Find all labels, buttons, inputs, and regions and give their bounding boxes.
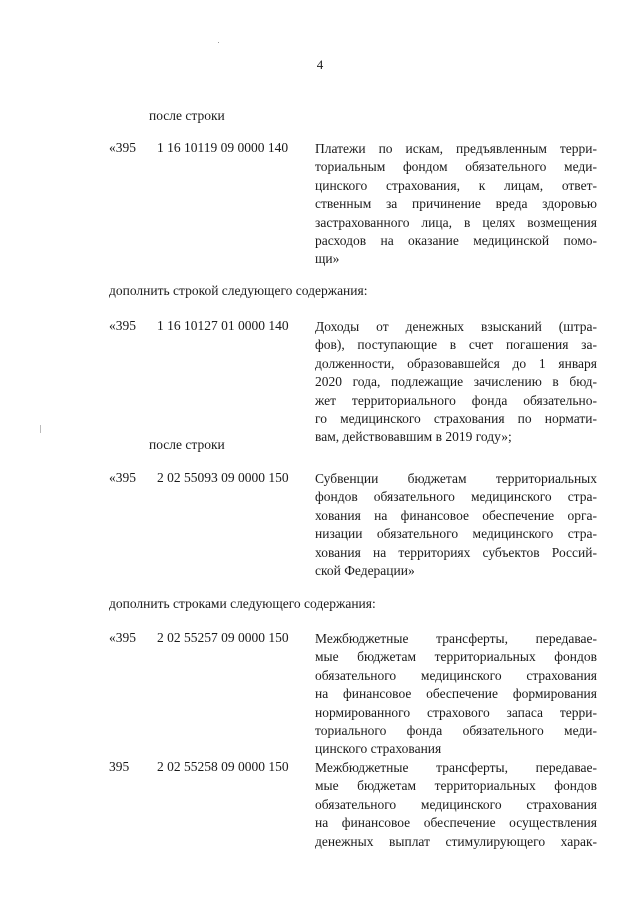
desc-line: хования на территориях субъектов Россий-: [315, 544, 597, 560]
budget-code: 2 02 55093 09 0000 150: [157, 470, 289, 485]
desc-line: расходов на оказание медицинской помо-: [315, 233, 597, 249]
desc-line: фондов обязательного медицинского стра-: [315, 489, 597, 505]
row-description: [315, 470, 597, 580]
desc-line: мые бюджетам территориальных фондов: [315, 649, 597, 665]
desc-line: Субвенции бюджетам территориальных: [315, 471, 597, 486]
instruction-after-row: после строки: [149, 108, 225, 123]
instruction-add-rows: дополнить строками следующего содержания:: [109, 596, 376, 611]
desc-line: низации обязательного медицинского стра-: [315, 526, 597, 542]
desc-line: хования на финансовое обеспечение орга-: [315, 507, 597, 523]
row-description: [315, 318, 597, 447]
desc-line: ториальным фондом обязательного меди-: [315, 159, 597, 175]
instruction-after-row: после строки: [149, 437, 225, 452]
desc-line: долженности, образовавшейся до 1 января: [315, 355, 597, 371]
desc-line: ственным за причинение вреда здоровью: [315, 196, 597, 212]
desc-line: цинского страхования: [315, 741, 442, 757]
desc-line: вам, действовавшим в 2019 году»;: [315, 429, 512, 445]
desc-line: Межбюджетные трансферты, передавае-: [315, 760, 597, 775]
desc-line: щи»: [315, 251, 340, 267]
budget-code: 2 02 55257 09 0000 150: [157, 630, 289, 645]
desc-line: обязательного медицинского страхования: [315, 796, 597, 812]
desc-line: Доходы от денежных взысканий (штра-: [315, 319, 597, 334]
desc-line: ской Федерации»: [315, 563, 415, 579]
scan-speck: [40, 425, 41, 433]
desc-line: на финансовое обеспечение формирования: [315, 686, 597, 702]
desc-line: цинского страхования, к лицам, ответ-: [315, 177, 597, 193]
desc-line: 2020 года, подлежащие зачислению в бюд-: [315, 374, 597, 390]
desc-line: обязательного медицинского страхования: [315, 667, 597, 683]
desc-line: Межбюджетные трансферты, передавае-: [315, 631, 597, 646]
desc-line: ториального фонда обязательного меди-: [315, 723, 597, 739]
admin-code: «395: [109, 630, 136, 645]
desc-line: го медицинского страхования по нормати-: [315, 411, 597, 427]
row-description: [315, 140, 597, 269]
desc-line: мые бюджетам территориальных фондов: [315, 778, 597, 794]
admin-code: «395: [109, 140, 136, 155]
budget-code: 1 16 10119 09 0000 140: [157, 140, 289, 155]
page-number: 4: [316, 57, 324, 72]
desc-line: жет территориального фонда обязательно-: [315, 392, 597, 408]
instruction-add-row: дополнить строкой следующего содержания:: [109, 283, 368, 298]
desc-line: застрахованного лица, в целях возмещения: [315, 214, 597, 230]
desc-line: денежных выплат стимулирующего харак-: [315, 833, 597, 849]
admin-code: «395: [109, 470, 136, 485]
desc-line: на финансовое обеспечение осуществления: [315, 815, 597, 831]
admin-code: 395: [109, 759, 130, 774]
scan-speck: [218, 42, 219, 43]
desc-line: Платежи по искам, предъявленным терри-: [315, 141, 597, 156]
row-description: [315, 630, 597, 759]
row-description: [315, 759, 597, 851]
budget-code: 1 16 10127 01 0000 140: [157, 318, 289, 333]
admin-code: «395: [109, 318, 136, 333]
desc-line: фов), поступающие в счет погашения за-: [315, 337, 597, 353]
budget-code: 2 02 55258 09 0000 150: [157, 759, 289, 774]
desc-line: нормированного страхового запаса терри-: [315, 704, 597, 720]
